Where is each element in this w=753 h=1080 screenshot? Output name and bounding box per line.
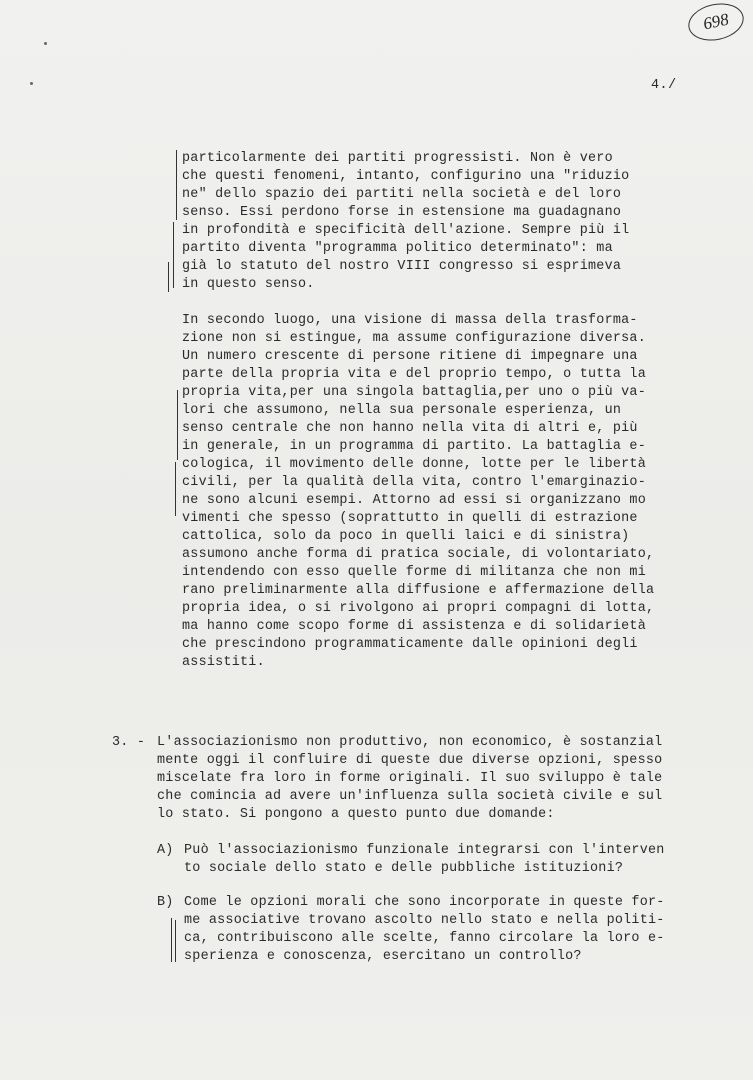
paragraph-1-line: particolarmente dei partiti progressisti. Non è vero: [182, 151, 613, 166]
margin-mark-2: [173, 222, 174, 288]
paragraph-2-line: in generale, in un programma di partito. La battaglia e-: [182, 439, 646, 454]
section-3-marker: 3. -: [112, 735, 146, 750]
archive-stamp: 698: [685, 0, 747, 45]
question-b-line: me associative trovano ascolto nello stato e nella politi-: [184, 913, 665, 928]
paragraph-2-line: senso centrale che non hanno nella vita di altri e, più: [182, 421, 638, 436]
paragraph-2-line: assumono anche forma di pratica sociale, di volontariato,: [182, 547, 655, 562]
question-b-line: Come le opzioni morali che sono incorporate in queste for-: [184, 895, 665, 910]
section-3-line: che comincia ad avere un'influenza sulla società civile e sul: [157, 789, 663, 804]
paragraph-2-line: In secondo luogo, una visione di massa della trasforma-: [182, 313, 638, 328]
paragraph-2-line: che prescindono programmaticamente dalle opinioni degli: [182, 637, 638, 652]
margin-mark-3: [168, 262, 169, 292]
section-3-line: lo stato. Si pongono a questo punto due domande:: [157, 807, 555, 822]
question-b-line: sperienza e conoscenza, esercitano un controllo?: [184, 949, 582, 964]
section-3-line: mente oggi il confluire di queste due diverse opzioni, spesso: [157, 753, 663, 768]
paragraph-2-line: intendendo con esso quelle forme di militanza che non mi: [182, 565, 646, 580]
page-number: 4./: [651, 78, 677, 93]
paragraph-2-line: ma hanno come scopo forme di assistenza e di solidarietà: [182, 619, 646, 634]
question-b-marker: B): [157, 895, 174, 910]
paragraph-2-line: civili, per la qualità della vita, contro l'emarginazio-: [182, 475, 646, 490]
margin-mark-5: [175, 462, 176, 516]
paragraph-1-line: in profondità e specificità dell'azione. Sempre più il: [182, 223, 630, 238]
paragraph-2-line: Un numero crescente di persone ritiene di impegnare una: [182, 349, 638, 364]
margin-mark-4: [177, 390, 178, 460]
paragraph-2-line: cattolica, solo da poco in quelli laici e di sinistra): [182, 529, 630, 544]
question-a-line: to sociale dello stato e delle pubbliche istituzioni?: [184, 861, 624, 876]
question-a-line: Può l'associazionismo funzionale integrarsi con l'interven: [184, 843, 665, 858]
section-3-line: miscelate fra loro in forme originali. Il suo sviluppo è tale: [157, 771, 663, 786]
paragraph-1-line: già lo statuto del nostro VIII congresso si esprimeva: [182, 259, 622, 274]
paragraph-2-line: ne sono alcuni esempi. Attorno ad essi si organizzano mo: [182, 493, 646, 508]
margin-mark-7: [175, 920, 176, 962]
paragraph-2-line: rano preliminarmente alla diffusione e affermazione della: [182, 583, 655, 598]
paragraph-2-line: propria vita,per una singola battaglia,per uno o più va-: [182, 385, 646, 400]
paragraph-1-line: che questi fenomeni, intanto, configurino una "riduzio: [182, 169, 630, 184]
paragraph-2-line: lori che assumono, nella sua personale esperienza, un: [182, 403, 622, 418]
paragraph-1-line: in questo senso.: [182, 277, 315, 292]
paragraph-2-line: vimenti che spesso (soprattutto in quelli di estrazione: [182, 511, 638, 526]
question-a-marker: A): [157, 843, 174, 858]
paragraph-2-line: propria idea, o si rivolgono ai propri compagni di lotta,: [182, 601, 655, 616]
paragraph-2-line: zione non si estingue, ma assume configurazione diversa.: [182, 331, 646, 346]
margin-dot: [30, 82, 33, 85]
paragraph-2-line: assistiti.: [182, 655, 265, 670]
paragraph-1-line: ne" dello spazio dei partiti nella società e del loro: [182, 187, 622, 202]
paragraph-1-line: partito diventa "programma politico determinato": ma: [182, 241, 613, 256]
paragraph-2-line: parte della propria vita e del proprio tempo, o tutta la: [182, 367, 646, 382]
section-3-line: L'associazionismo non produttivo, non economico, è sostanzial: [157, 735, 663, 750]
margin-mark-1: [176, 150, 177, 220]
paragraph-1-line: senso. Essi perdono forse in estensione ma guadagnano: [182, 205, 622, 220]
question-b-line: ca, contribuiscono alle scelte, fanno circolare la loro e-: [184, 931, 665, 946]
margin-dot: [44, 42, 47, 45]
margin-mark-6: [171, 918, 172, 962]
paragraph-2-line: cologica, il movimento delle donne, lotte per le libertà: [182, 457, 646, 472]
